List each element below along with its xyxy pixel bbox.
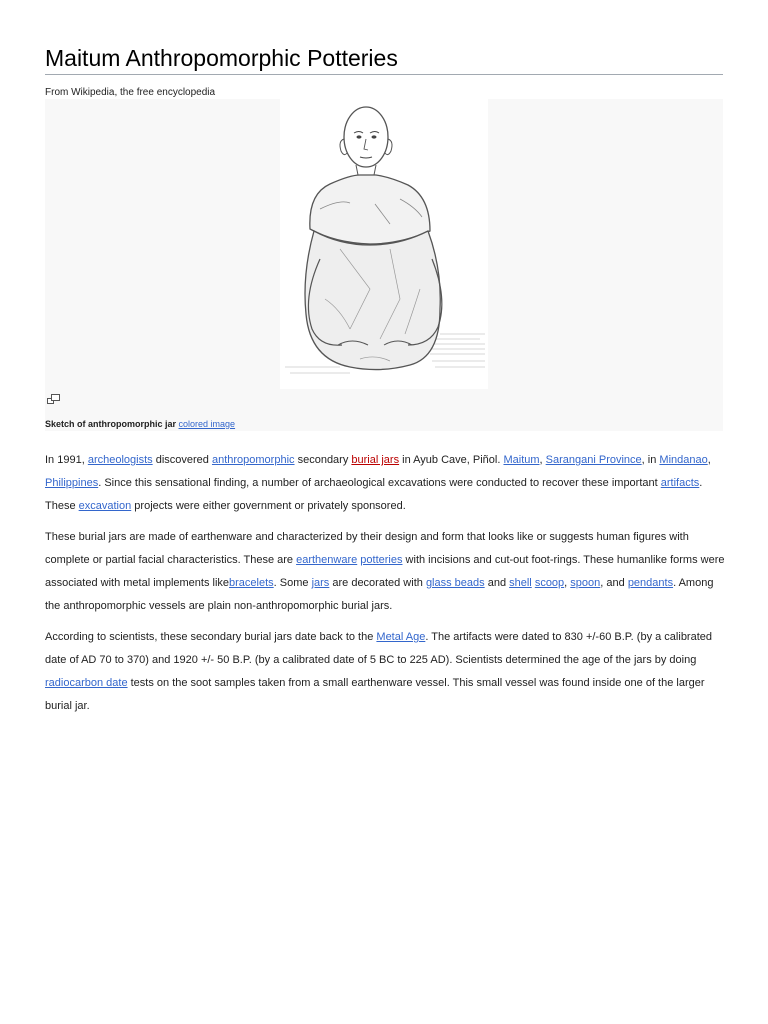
- link-scoop[interactable]: scoop: [534, 577, 565, 589]
- text: . The artifacts were dated to 830 +/-60 B.P. (by a calibrated date of AD 70 to 370) and 1920 +/- 50 B.P. (by a calibrated date of 5 BC to 225 AD). Scientists determined the age of the jars by doing: [45, 631, 713, 666]
- link-bracelets[interactable]: bracelets: [229, 577, 274, 589]
- link-shell[interactable]: shell: [509, 577, 532, 589]
- text: . These: [45, 477, 703, 512]
- expand-icon[interactable]: [47, 391, 61, 401]
- link-glass-beads[interactable]: glass beads: [425, 577, 485, 589]
- text: , in: [641, 454, 660, 466]
- caption-text: Sketch of anthropomorphic jar: [45, 419, 177, 429]
- colored-image-link[interactable]: colored image: [178, 419, 236, 429]
- page-title: Maitum Anthropomorphic Potteries: [45, 45, 398, 71]
- text: secondary: [294, 454, 352, 466]
- text: and: [484, 577, 510, 589]
- figure: [45, 99, 723, 431]
- jar-sketch-image[interactable]: [280, 99, 488, 389]
- link-anthropomorphic[interactable]: anthropomorphic: [211, 454, 295, 466]
- paragraph-1: [45, 449, 725, 518]
- link-earthenware[interactable]: earthenware: [296, 554, 358, 566]
- link-excavation[interactable]: excavation: [78, 500, 132, 512]
- link-mindanao[interactable]: Mindanao: [659, 454, 708, 466]
- link-burial-jars[interactable]: burial jars: [351, 454, 400, 466]
- link-archeologists[interactable]: archeologists: [87, 454, 153, 466]
- text: ,: [707, 454, 711, 466]
- title-divider: [45, 74, 723, 75]
- text: are decorated with: [329, 577, 426, 589]
- link-pendants[interactable]: pendants: [627, 577, 674, 589]
- link-philippines[interactable]: Philippines: [45, 477, 99, 489]
- text: , and: [600, 577, 628, 589]
- text: tests on the soot samples taken from a small earthenware vessel. This small vessel was found inside one of the larger burial jar.: [45, 677, 705, 712]
- link-metal-age[interactable]: Metal Age: [376, 631, 426, 643]
- text: According to scientists, these secondary burial jars date back to the: [45, 631, 377, 643]
- link-artifacts[interactable]: artifacts: [660, 477, 700, 489]
- link-radiocarbon-date[interactable]: radiocarbon date: [45, 677, 128, 689]
- article-body: [45, 449, 725, 726]
- paragraph-3: [45, 626, 725, 718]
- text: In 1991,: [45, 454, 88, 466]
- text: ,: [564, 577, 571, 589]
- text: discovered: [152, 454, 212, 466]
- jar-sketch-drawing: [280, 99, 488, 389]
- figure-caption: [45, 419, 235, 429]
- text: These burial jars are made of earthenware and characterized by their design and form that looks like or suggests human figures with complete or partial facial characteristics. These are: [45, 531, 689, 566]
- text: . Since this sensational finding, a number of archaeological excavations were conducted to recover these important: [98, 477, 661, 489]
- text: projects were either government or privately sponsored.: [131, 500, 406, 512]
- text: in Ayub Cave, Piñol.: [399, 454, 504, 466]
- link-maitum[interactable]: Maitum: [503, 454, 540, 466]
- text: . Some: [273, 577, 312, 589]
- text: . Among the anthropomorphic vessels are plain non-anthropomorphic burial jars.: [45, 577, 714, 612]
- link-potteries[interactable]: potteries: [360, 554, 403, 566]
- text: ,: [539, 454, 546, 466]
- paragraph-2: [45, 526, 725, 618]
- link-spoon[interactable]: spoon: [570, 577, 601, 589]
- text: with incisions and cut-out foot-rings. These humanlike forms were associated with metal implements like: [45, 554, 725, 589]
- link-jars[interactable]: jars: [311, 577, 330, 589]
- link-sarangani-province[interactable]: Sarangani Province: [545, 454, 642, 466]
- tagline: From Wikipedia, the free encyclopedia: [45, 87, 216, 98]
